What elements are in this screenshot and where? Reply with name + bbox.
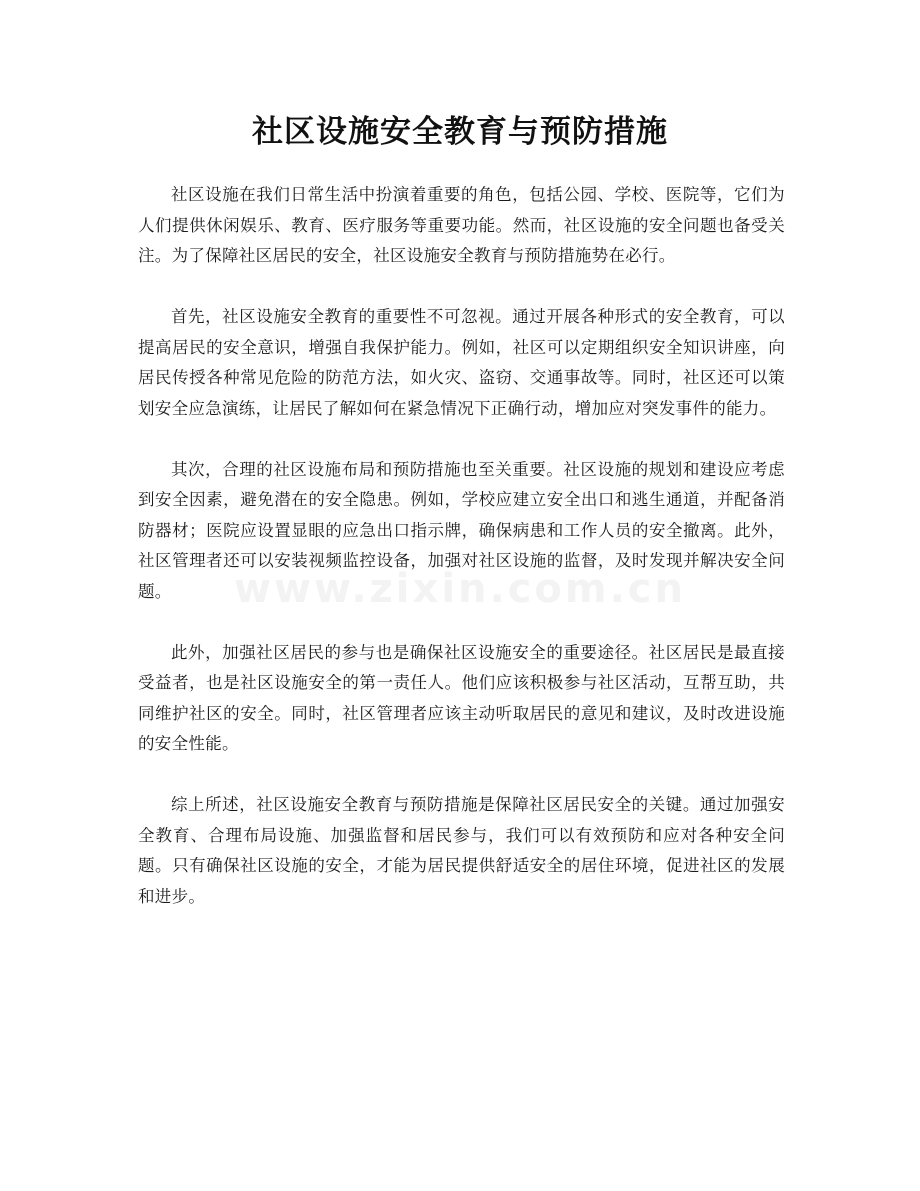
paragraph-3: 其次，合理的社区设施布局和预防措施也至关重要。社区设施的规划和建设应考虑到安全因素，避免潜在的安全隐患。例如，学校应建立安全出口和逃生通道，并配备消防器材；医院应设置显眼的应急出口指示牌，确保病患和工作人员的安全撤离。此外，社区管理者还可以安装视频监控设备，加强对社区设施的监督，及时发现并解决安全问题。: [138, 459, 785, 601]
document-body: [138, 180, 785, 943]
paragraph-5: 综上所述，社区设施安全教育与预防措施是保障社区居民安全的关键。通过加强安全教育、合理布局设施、加强监督和居民参与，我们可以有效预防和应对各种安全问题。只有确保社区设施的安全，才能为居民提供舒适安全的居住环境，促进社区的发展和进步。: [138, 795, 785, 906]
paragraph-4: 此外，加强社区居民的参与也是确保社区设施安全的重要途径。社区居民是最直接受益者，也是社区设施安全的第一责任人。他们应该积极参与社区活动，互帮互助，共同维护社区的安全。同时，社区管理者应该主动听取居民的意见和建议，及时改进设施的安全性能。: [138, 642, 785, 753]
paragraph-1: 社区设施在我们日常生活中扮演着重要的角色，包括公园、学校、医院等，它们为人们提供休闲娱乐、教育、医疗服务等重要功能。然而，社区设施的安全问题也备受关注。为了保障社区居民的安全，社区设施安全教育与预防措施势在必行。: [138, 185, 785, 265]
paragraph-2: 首先，社区设施安全教育的重要性不可忽视。通过开展各种形式的安全教育，可以提高居民的安全意识，增强自我保护能力。例如，社区可以定期组织安全知识讲座，向居民传授各种常见危险的防范方法，如火灾、盗窃、交通事故等。同时，社区还可以策划安全应急演练，让居民了解如何在紧急情况下正确行动，增加应对突发事件的能力。: [138, 307, 785, 418]
document-title: 社区设施安全教育与预防措施: [252, 114, 668, 150]
watermark: www.zixin.com.cn: [234, 566, 686, 612]
